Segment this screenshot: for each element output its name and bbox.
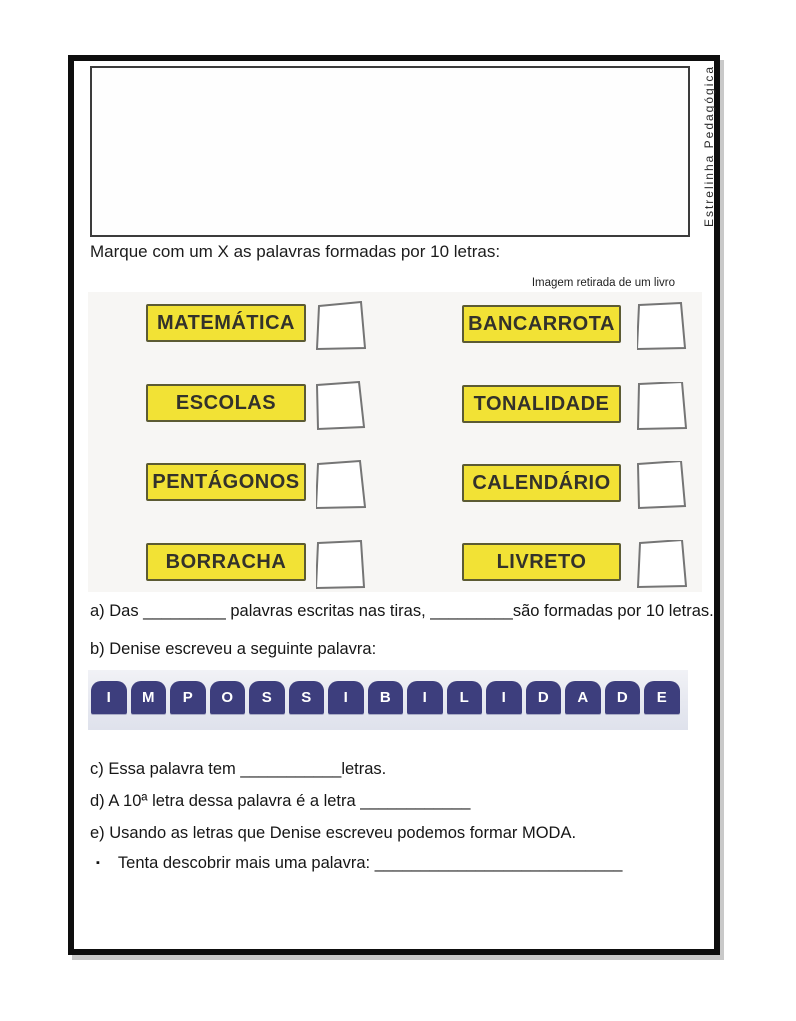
checkbox-bancarrota[interactable] bbox=[637, 302, 687, 352]
checkbox-borracha[interactable] bbox=[316, 540, 366, 590]
bullet-item bbox=[96, 854, 696, 873]
word-strip-borracha: BORRACHA bbox=[146, 543, 306, 581]
image-credit-text: Imagem retirada de um livro bbox=[531, 277, 675, 289]
letter-tile: L bbox=[447, 681, 483, 714]
checkbox-matematica[interactable] bbox=[316, 301, 366, 351]
word-strip-escolas: ESCOLAS bbox=[146, 384, 306, 422]
instruction-text: Marque com um X as palavras formadas por 10 letras: bbox=[90, 242, 501, 261]
bullet-item-text: Tenta descobrir mais uma palavra: ___________________________ bbox=[117, 854, 623, 872]
letter-tile: I bbox=[407, 681, 443, 714]
word-strip-livreto: LIVRETO bbox=[462, 543, 621, 581]
letter-tile: I bbox=[328, 681, 364, 714]
letter-tile: D bbox=[526, 681, 562, 714]
checkbox-escolas[interactable] bbox=[316, 381, 366, 431]
question-a: a) Das _________ palavras escritas nas tiras, _________são formadas por 10 letras. bbox=[90, 602, 714, 620]
question-e: e) Usando as letras que Denise escreveu podemos formar MODA. bbox=[90, 824, 577, 842]
checkbox-pentagonos[interactable] bbox=[316, 460, 366, 510]
letter-tile: D bbox=[605, 681, 641, 714]
word-strip-pentagonos: PENTÁGONOS bbox=[146, 463, 306, 501]
letter-tile: S bbox=[249, 681, 285, 714]
letter-tile: I bbox=[91, 681, 127, 714]
checkbox-tonalidade[interactable] bbox=[637, 382, 687, 432]
letter-tile: M bbox=[131, 681, 167, 714]
word-strip-matematica: MATEMÁTICA bbox=[146, 304, 306, 342]
letter-tile: B bbox=[368, 681, 404, 714]
letter-tiles-banner bbox=[88, 670, 688, 730]
letter-tile: S bbox=[289, 681, 325, 714]
bullet-square-icon: ▪ bbox=[96, 857, 100, 869]
top-empty-box bbox=[90, 66, 690, 237]
letter-tile: E bbox=[644, 681, 680, 714]
letter-tile: O bbox=[210, 681, 246, 714]
checkbox-calendario[interactable] bbox=[637, 461, 687, 511]
question-c: c) Essa palavra tem ___________letras. bbox=[90, 760, 387, 778]
word-strip-bancarrota: BANCARROTA bbox=[462, 305, 621, 343]
vertical-credit-text: Estrelinha Pedagógica bbox=[702, 64, 716, 228]
checkbox-livreto[interactable] bbox=[637, 540, 687, 590]
question-b: b) Denise escreveu a seguinte palavra: bbox=[90, 640, 377, 658]
letter-tile: P bbox=[170, 681, 206, 714]
letter-tile: A bbox=[565, 681, 601, 714]
word-strip-calendario: CALENDÁRIO bbox=[462, 464, 621, 502]
word-strip-tonalidade: TONALIDADE bbox=[462, 385, 621, 423]
letter-tile: I bbox=[486, 681, 522, 714]
question-d: d) A 10ª letra dessa palavra é a letra ____________ bbox=[90, 792, 471, 810]
